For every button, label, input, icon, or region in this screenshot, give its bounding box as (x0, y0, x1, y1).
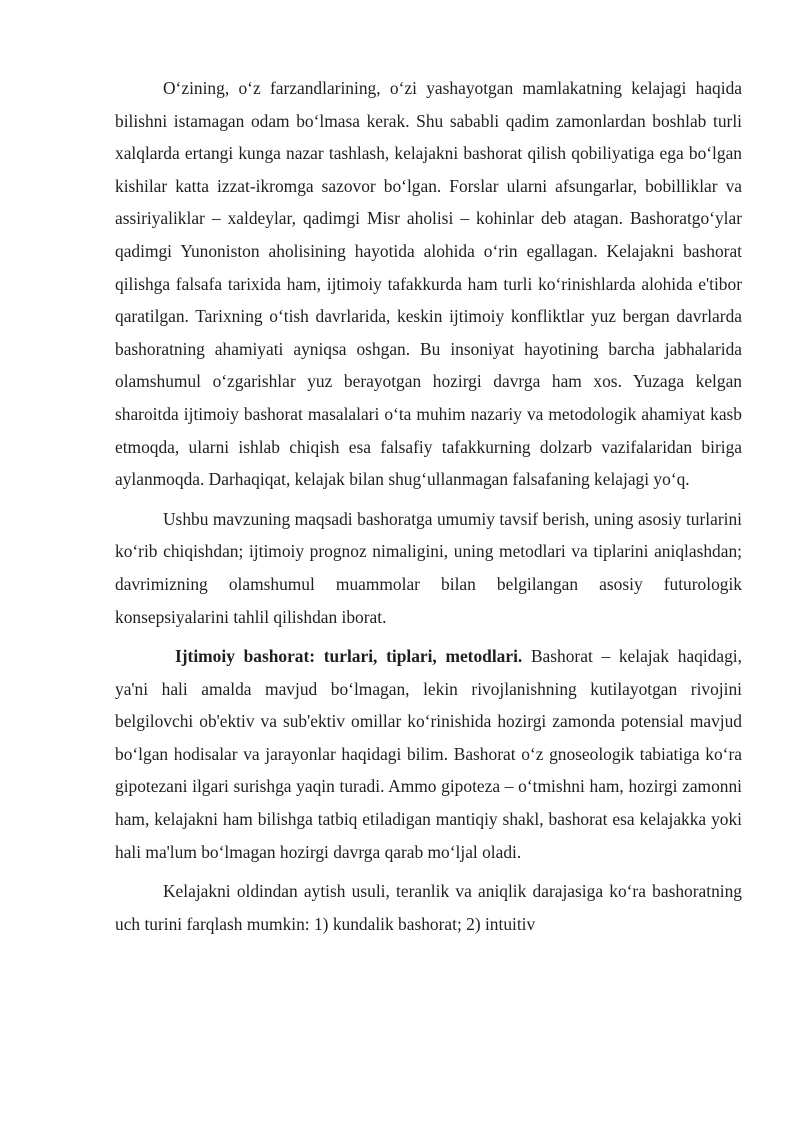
section-heading: Ijtimoiy bashorat: turlari, tiplari, metodlari. (175, 646, 523, 667)
paragraph-section (115, 640, 742, 868)
paragraph-purpose: Ushbu mavzuning maqsadi bashoratga umumiy tavsif berish, uning asosiy turlarini ko‘rib chiqishdan; ijtimoiy prognoz nimaligini, uning metodlari va tiplarini aniqlashdan; davrimizning olamshumul muammolar bilan belgilangan asosiy futurologik konsepsiyalarini tahlil qilishdan iborat. (115, 508, 742, 627)
section-text: Bashorat – kelajak haqidagi, ya'ni hali amalda mavjud bo‘lmagan, lekin rivojlanishning kutilayotgan rivojini belgilovchi ob'ektiv va sub'ektiv omillar ko‘rinishida hozirgi zamonda potensial mavjud bo‘lgan hodisalar va jarayonlar haqidagi bilim. Bashorat o‘z gnoseologik tabiatiga ko‘ra gipotezani ilgari surishga yaqin turadi. Ammo gipoteza – o‘tmishni ham, hozirgi zamonni ham, kelajakni ham bilishga tatbiq etiladigan mantiqiy shakl, bashorat esa kelajakka yoki hali ma'lum bo‘lmagan hozirgi davrga qarab mo‘ljal oladi. (115, 646, 742, 862)
paragraph-intro: O‘zining, o‘z farzandlarining, o‘zi yashayotgan mamlakatning kelajagi haqida bilishni istamagan odam bo‘lmasa kerak. Shu sababli qadim zamonlardan boshlab turli xalqlarda ertangi kunga nazar tashlash, kelajakni bashorat qilish qobiliyatiga ega bo‘lgan kishilar katta izzat-ikromga sazovor bo‘lgan. Forslar ularni afsungarlar, bobilliklar va assiriyaliklar – xaldeylar, qadimgi Misr aholisi – kohinlar deb atagan. Bashoratgo‘ylar qadimgi Yunoniston aholisining hayotida alohida o‘rin egallagan. Kelajakni bashorat qilishga falsafa tarixida ham, ijtimoiy tafakkurda ham turli ko‘rinishlarda alohida e'tibor qaratilgan. Tarixning o‘tish davrlarida, keskin ijtimoiy konfliktlar yuz bergan davrlarda bashoratning ahamiyati ayniqsa oshgan. Bu insoniyat hayotining barcha jabhalarida olamshumul o‘zgarishlar yuz berayotgan hozirgi davrga ham xos. Yuzaga kelgan sharoitda ijtimoiy bashorat masalalari o‘ta muhim nazariy va metodologik ahamiyat kasb etmoqda, ularni ishlab chiqish esa falsafiy tafakkurning dolzarb vazifalaridan biriga aylanmoqda. Darhaqiqat, kelajak bilan shug‘ullanmagan falsafaning kelajagi yo‘q. (115, 78, 742, 490)
document-page (115, 72, 742, 940)
paragraph-final: Kelajakni oldindan aytish usuli, teranlik va aniqlik darajasiga ko‘ra bashoratning uch turini farqlash mumkin: 1) kundalik bashorat; 2) intuitiv (115, 881, 742, 934)
